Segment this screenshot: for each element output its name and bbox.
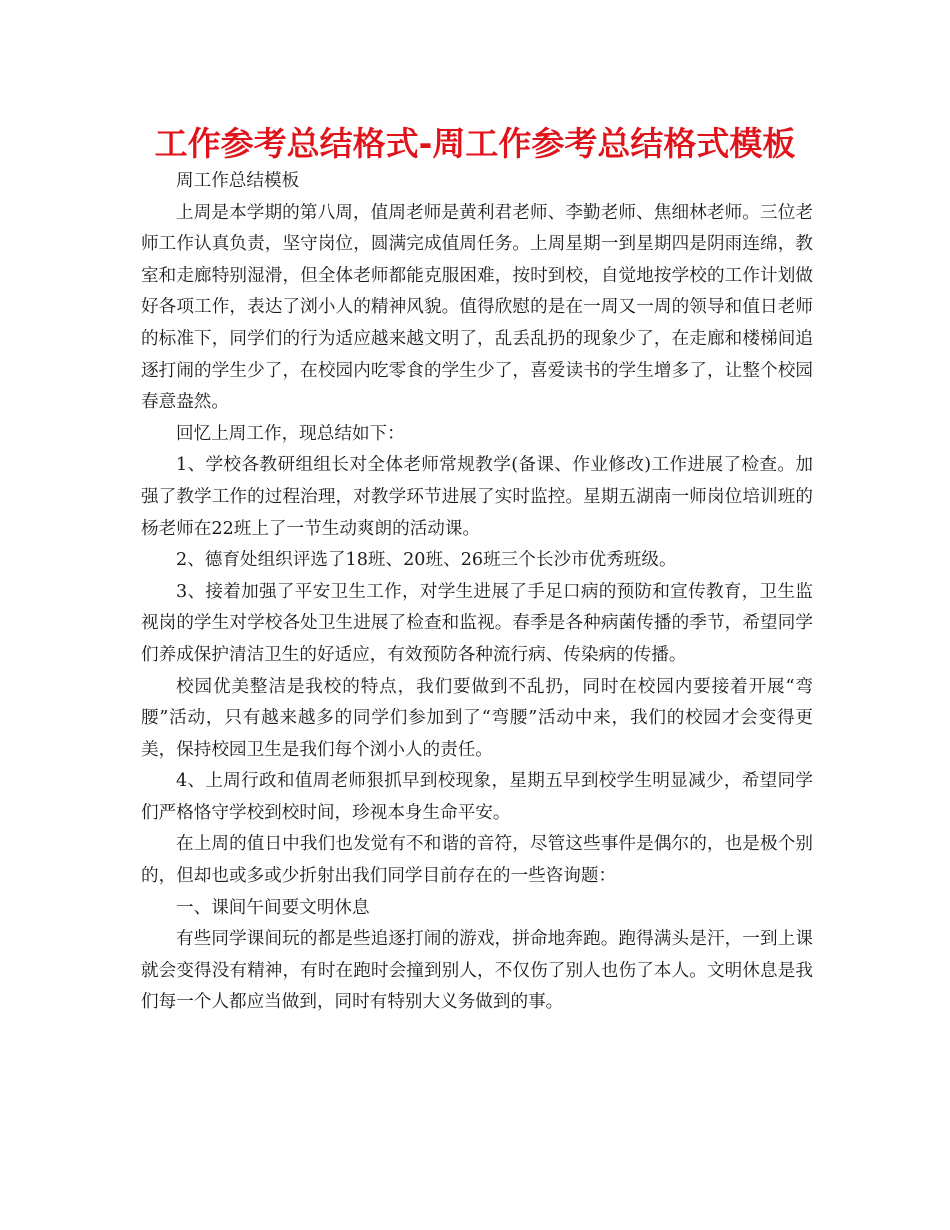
paragraph-issues-intro: 在上周的值日中我们也发觉有不和谐的音符，尽管这些事件是偶尔的，也是极个别的，但却也或多或少折射出我们同学目前存在的一些咨询题： [141,834,813,887]
paragraph-subtitle: 周工作总结模板 [176,171,300,191]
paragraph-heading-rest: 一、课间午间要文明休息 [176,897,370,918]
paragraph-item-3: 3、接着加强了平安卫生工作，对学生进展了手足口病的预防和宣传教育，卫生监视岗的学生对学校各处卫生进展了检查和监视。春季是各种病菌传播的季节，希望同学们养成保护清洁卫生的好适应，有效预防各种流行病、传染病的传播。 [141,581,813,665]
paragraph-overview: 上周是本学期的第八周，值周老师是黄利君老师、李勤老师、焦细林老师。三位老师工作认真负责，坚守岗位，圆满完成值周任务。上周星期一到星期四是阴雨连绵，教室和走廊特别湿滑，但全体老师都能克服困难，按时到校，自觉地按学校的工作计划做好各项工作，表达了浏小人的精神风貌。值得欣慰的是在一周又一周的领导和值日老师的标准下，同学们的行为适应越来越文明了，乱丢乱扔的现象少了，在走廊和楼梯间追逐打闹的学生少了，在校园内吃零食的学生少了，喜爱读书的学生增多了，让整个校园春意盎然。 [141,202,813,413]
paragraph-item-2: 2、德育处组织评选了18班、20班、26班三个长沙市优秀班级。 [176,550,677,571]
document-title: 工作参考总结格式-周工作参考总结格式模板 [154,124,796,163]
paragraph-summary-intro: 回忆上周工作，现总结如下： [176,423,405,444]
paragraph-rest-detail: 有些同学课间玩的都是些追逐打闹的游戏，拼命地奔跑。跑得满头是汗，一到上课就会变得没有精神，有时在跑时会撞到别人，不仅伤了别人也伤了本人。文明休息是我们每一个人都应当做到，同时有特别大义务做到的事。 [141,929,813,1013]
paragraph-campus-hygiene: 校园优美整洁是我校的特点，我们要做到不乱扔，同时在校园内要接着开展“弯腰”活动，只有越来越多的同学们参加到了“弯腰”活动中来，我们的校园才会变得更美，保持校园卫生是我们每个浏小人的责任。 [141,676,813,760]
document-body [141,166,813,1019]
paragraph-item-4: 4、上周行政和值周老师狠抓早到校现象，星期五早到校学生明显减少，希望同学们严格恪守学校到校时间，珍视本身生命平安。 [141,771,813,823]
paragraph-item-1: 1、学校各教研组组长对全体老师常规教学(备课、作业修改)工作进展了检查。加强了教学工作的过程治理，对教学环节进展了实时监控。星期五湖南一师岗位培训班的杨老师在22班上了一节生动爽朗的活动课。 [141,455,813,539]
